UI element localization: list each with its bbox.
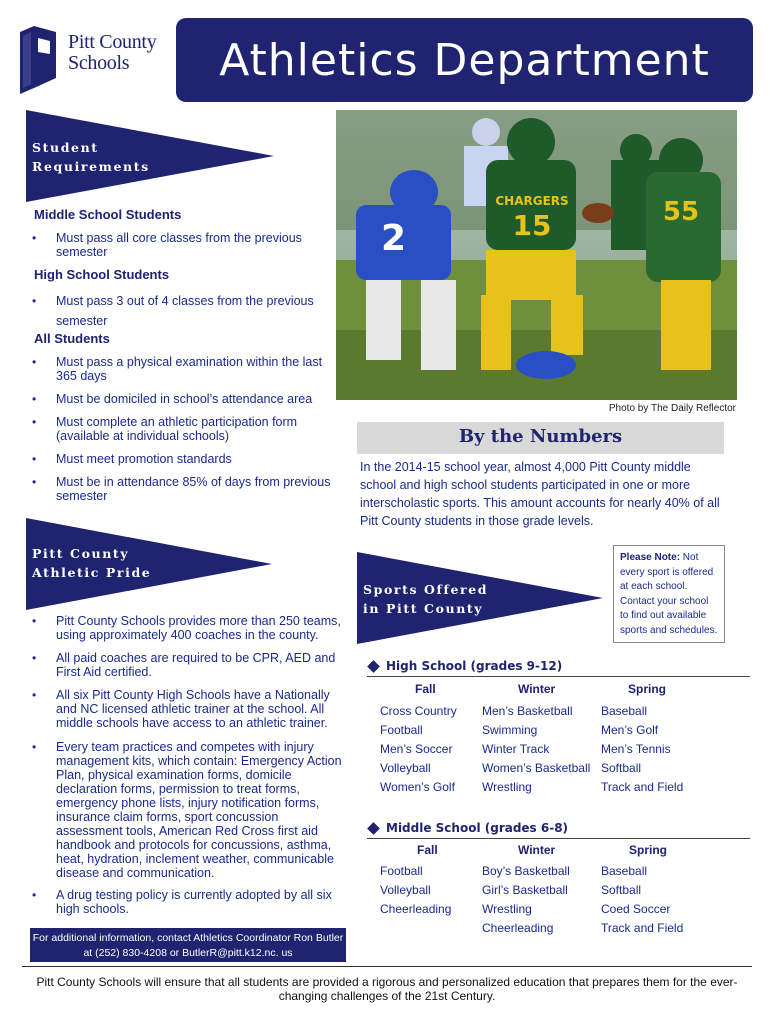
by-the-numbers-heading: By the Numbers — [458, 426, 623, 447]
sport-cell: Swimming — [482, 723, 538, 737]
sport-cell: Football — [380, 864, 423, 878]
logo-line-2: Schools — [68, 52, 130, 74]
sport-cell: Track and Field — [601, 780, 684, 794]
contact-line-1: For additional information, contact Athletics Coordinator Ron Butler — [32, 932, 344, 944]
list-item-text: All six Pitt County High Schools have a Nationally and NC licensed athletic trainer at the school. All middle schools have access to an athletic trainer. — [56, 688, 330, 730]
list-item-text: Must pass all core classes from the previous semester — [56, 231, 302, 259]
sport-cell: Wrestling — [482, 780, 532, 794]
student-requirements-pennant — [26, 110, 274, 202]
football-photo — [336, 110, 737, 400]
page-title: Athletics Department — [219, 35, 710, 86]
column-header-fall: Fall — [415, 682, 436, 696]
athletic-pride-pennant — [26, 518, 272, 610]
contact-box — [30, 928, 346, 962]
sport-cell: Girl’s Basketball — [482, 883, 568, 897]
diamond-bullet-icon — [367, 660, 380, 673]
list-item: • Must pass all core classes from the previous semester — [32, 231, 302, 259]
sport-cell: Football — [380, 723, 423, 737]
pennant-line-1: Sports Offered — [363, 582, 489, 597]
list-item-text: Must meet promotion standards — [56, 452, 232, 466]
list-item-text: Must be domiciled in school’s attendance area — [56, 392, 313, 406]
list-item-text: Must pass 3 out of 4 classes from the previous semester — [56, 294, 314, 328]
sport-cell: Cross Country — [380, 704, 457, 718]
pennant-line-2: Athletic Pride — [32, 565, 152, 580]
list-item-text: Must be in attendance 85% of days from previous semester — [56, 475, 331, 503]
column-header-fall: Fall — [417, 843, 438, 857]
sport-cell: Women’s Basketball — [482, 761, 591, 775]
footer-divider — [22, 966, 752, 967]
section-divider — [367, 838, 750, 839]
sport-cell: Track and Field — [601, 921, 684, 935]
title-banner — [176, 18, 753, 102]
list-item-text: Must pass a physical examination within the last 365 days — [56, 355, 323, 383]
sport-cell: Softball — [601, 761, 642, 775]
list-item-text: Must complete an athletic participation form (available at individual schools) — [56, 415, 298, 443]
column-header-spring: Spring — [629, 843, 667, 857]
pennant-line-1: Student — [32, 140, 99, 155]
jersey-number: 55 — [662, 197, 700, 227]
list-item: • Must be in attendance 85% of days from previous semester — [32, 475, 331, 503]
sport-cell: Baseball — [601, 704, 648, 718]
by-the-numbers-banner — [357, 422, 724, 454]
middle-school-heading: Middle School Students — [34, 207, 182, 222]
sport-cell: Men’s Golf — [601, 723, 659, 737]
sport-cell: Cheerleading — [482, 921, 554, 935]
list-item: • Must be domiciled in school’s attendance area — [32, 392, 313, 406]
high-school-heading: High School Students — [34, 267, 170, 282]
sport-cell: Volleyball — [380, 761, 431, 775]
by-the-numbers-text: In the 2014-15 school year, almost 4,000 Pitt County middle school and high school students participated in one or more interscholastic sports. This amount accounts for nearly 40% of all Pitt County students in those grade levels. — [360, 460, 720, 528]
list-item: • All paid coaches are required to be CPR, AED and First Aid certified. — [32, 651, 336, 679]
note-text: Not every sport is offered at each school. Contact your school to find out available sports and schedules. — [620, 552, 718, 636]
sport-cell: Wrestling — [482, 902, 532, 916]
sport-cell: Cheerleading — [380, 902, 452, 916]
pennant-line-1: Pitt County — [32, 546, 130, 561]
middle-school-sports-heading: Middle School (grades 6-8) — [386, 821, 569, 835]
diamond-bullet-icon — [367, 822, 380, 835]
all-students-heading: All Students — [34, 331, 110, 346]
column-header-winter: Winter — [518, 843, 556, 857]
sport-cell: Coed Soccer — [601, 902, 671, 916]
sport-cell: Men’s Basketball — [482, 704, 573, 718]
list-item-text: All paid coaches are required to be CPR, AED and First Aid certified. — [56, 651, 336, 679]
sports-offered-pennant — [357, 552, 603, 644]
column-header-winter: Winter — [518, 682, 556, 696]
list-item-text: A drug testing policy is currently adopted by all six high schools. — [56, 888, 332, 916]
football-photo-illustration — [336, 110, 737, 400]
list-item: • Must pass a physical examination within the last 365 days — [32, 355, 323, 383]
list-item: • Every team practices and competes with injury management kits, which contain: Emergency Action Plan, physical examination forms, domicile declaration forms, permission to treat forms, emergency phone lists, injury notification forms, insurance claim forms, sport concussion assessment tools, American Red Cross first aid handbook and protocols for concussions, asthma, heat, hydration, inclement weather, communicable disease and communication. — [32, 740, 342, 880]
list-item: • Must meet promotion standards — [32, 452, 232, 466]
list-item: • Pitt County Schools provides more than 250 teams, using approximately 400 coaches in the county. — [32, 614, 341, 642]
photo-credit: Photo by The Daily Reflector — [608, 403, 736, 414]
jersey-team-name: CHARGERS — [495, 194, 569, 208]
pennant-line-2: Requirements — [32, 159, 150, 174]
section-divider — [367, 676, 750, 677]
sport-cell: Softball — [601, 883, 642, 897]
please-note-box — [613, 545, 725, 643]
jersey-number: 15 — [512, 209, 552, 242]
contact-line-2: at (252) 830-4208 or ButlerR@pitt.k12.nc. us — [83, 947, 293, 959]
sport-cell: Men’s Soccer — [380, 742, 453, 756]
sport-cell: Boy’s Basketball — [482, 864, 570, 878]
mission-statement: Pitt County Schools will ensure that all students are provided a rigorous and personalized education that prepares them for the ever-changing challenges of the 21st Century. — [36, 975, 738, 1003]
book-logo-icon — [16, 24, 62, 94]
sport-cell: Baseball — [601, 864, 648, 878]
high-school-sports-heading: High School (grades 9-12) — [386, 659, 563, 673]
district-logo — [14, 20, 164, 98]
list-item: • A drug testing policy is currently adopted by all six high schools. — [32, 888, 332, 916]
list-item-text: Every team practices and competes with injury management kits, which contain: Emergency Action Plan, physical examination forms, domicile declaration forms, permission to treat forms, emergency phone lists, injury notification forms, insurance claim forms, sport concussion assessment tools, American Red Cross first aid handbook and protocols for concussions, asthma, heat, hydration, inclement weather, communicable disease and communication. — [56, 740, 342, 880]
pennant-line-2: in Pitt County — [363, 601, 484, 616]
sport-cell: Men’s Tennis — [601, 742, 671, 756]
sport-cell: Volleyball — [380, 883, 431, 897]
jersey-number: 2 — [381, 218, 407, 259]
logo-line-1: Pitt County — [68, 31, 157, 53]
list-item: • Must complete an athletic participation form (available at individual schools) — [32, 415, 298, 443]
list-item-text: Pitt County Schools provides more than 250 teams, using approximately 400 coaches in the county. — [56, 614, 341, 642]
sport-cell: Women’s Golf — [380, 780, 455, 794]
list-item: • Must pass 3 out of 4 classes from the previous semester — [32, 294, 314, 328]
note-label: Please Note: — [620, 552, 681, 563]
column-header-spring: Spring — [628, 682, 666, 696]
sport-cell: Winter Track — [482, 742, 550, 756]
list-item: • All six Pitt County High Schools have a Nationally and NC licensed athletic trainer at the school. All middle schools have access to an athletic trainer. — [32, 688, 330, 730]
